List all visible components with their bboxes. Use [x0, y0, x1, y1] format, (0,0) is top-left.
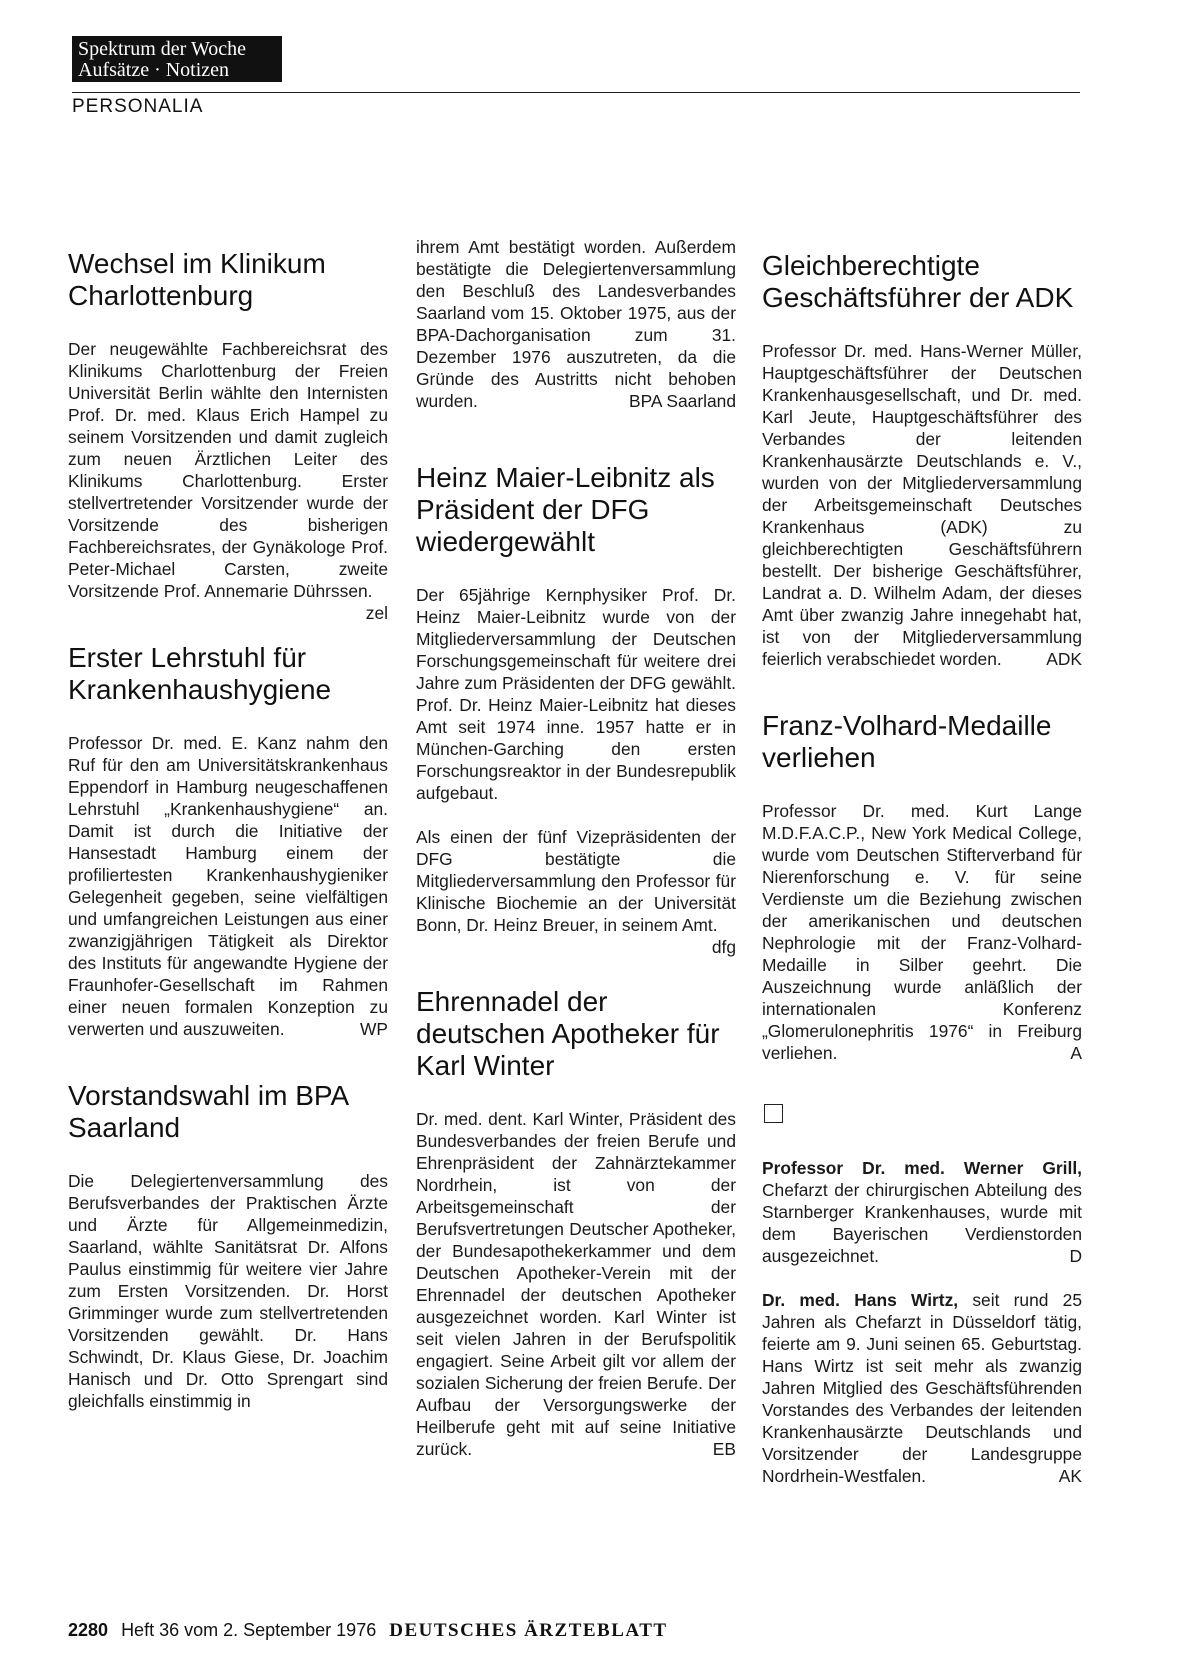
article-text: ihrem Amt bestätigt worden. Außerdem bestätigte die Delegiertenversammlung den Beschluß des Landesverbandes Saarland vom 15. Oktober 1975, aus der BPA-Dachorganisation zum 31. Dezember 1976 auszutreten, da die Gründe des Austritts nicht behoben wurden. BPA Saarland	[416, 237, 736, 411]
notice	[762, 1157, 1082, 1267]
article	[416, 462, 736, 957]
article-signature: WP	[359, 1019, 388, 1039]
article-title: Wechsel im Klinikum Charlottenburg	[68, 248, 326, 311]
article-text: Professor Dr. med. Hans-Werner Müller, Hauptgeschäftsführer der Deutschen Krankenhausgesellschaft, und Dr. med. Karl Jeute, Hauptgeschäftsführer des Verbandes der leitenden Krankenhausärzte Deutschlands e. V., wurden von der Mitgliederversammlung der Arbeitsgemeinschaft Deutsches Krankenhaus (ADK) zu gleichberechtigten Geschäftsführern bestellt. Der bisherige Geschäftsführer, Landrat a. D. Wilhelm Adam, der dieses Amt über zwanzig Jahre innegehabt hat, ist von der Mitgliederversammlung feierlich verabschiedet worden. ADK	[762, 341, 1082, 669]
article-title: Heinz Maier-Leibnitz als Präsident der DFG wiedergewählt	[416, 462, 715, 557]
article-title: Ehrennadel der deutschen Apotheker für Karl Winter	[416, 986, 720, 1081]
article-text: Als einen der fünf Vizepräsidenten der DFG bestätigte die Mitgliederversammlung den Professor für Klinische Biochemie an der Universität Bonn, Dr. Heinz Breuer, in seinem Amt. dfg	[416, 827, 736, 957]
article	[416, 986, 736, 1460]
issue-info: Heft 36 vom 2. September 1976	[121, 1620, 377, 1640]
notice-signature: D	[1069, 1246, 1082, 1266]
top-rule	[72, 92, 1080, 93]
article-text: Der 65jährige Kernphysiker Prof. Dr. Heinz Maier-Leibnitz wurde von der Mitgliederversammlung der Deutschen Forschungsgemeinschaft für weitere drei Jahre zum Präsidenten der DFG gewählt. Prof. Dr. Heinz Maier-Leibnitz hat dieses Amt seit 1974 inne. 1957 hatte er in München-Garching den ersten Forschungsreaktor in der Bundesrepublik aufgebaut.	[416, 585, 736, 803]
notice-name: Dr. med. Hans Wirtz,	[762, 1290, 959, 1310]
article-signature: EB	[712, 1439, 736, 1459]
article-signature: dfg	[711, 937, 736, 957]
notice-text: Professor Dr. med. Werner Grill, Chefarzt der chirurgischen Abteilung des Starnberger Krankenhauses, wurde mit dem Bayerischen Verdienstorden ausgezeichnet. D	[762, 1158, 1082, 1266]
masthead-line2: Aufsätze · Notizen	[78, 59, 230, 81]
article-text: Professor Dr. med. Kurt Lange M.D.F.A.C.P., New York Medical College, wurde vom Deutschen Stifterverband für Nierenforschung e. V. für seine Verdienste um die Beziehung zwischen der amerikanischen und deutschen Nephrologie mit der Franz-Volhard-Medaille in Silber geehrt. Die Auszeichnung wurde anläßlich der internationalen Konferenz „Glomerulonephritis 1976“ in Freiburg verliehen. A	[762, 801, 1082, 1063]
column-1	[68, 248, 388, 1452]
article-title: Vorstandswahl im BPA Saarland	[68, 1080, 348, 1143]
journal-name: DEUTSCHES ÄRZTEBLATT	[389, 1620, 668, 1641]
notice-text: Dr. med. Hans Wirtz, seit rund 25 Jahren als Chefarzt in Düsseldorf tätig, feierte am 9. Juni seinen 65. Geburtstag. Hans Wirtz ist seit mehr als zwanzig Jahren Mitglied des Geschäftsführenden Vorstandes des Verbandes der leitenden Krankenhausärzte Deutschlands und Vorsitzender der Landesgruppe Nordrhein-Westfalen. AK	[762, 1290, 1082, 1486]
article-continuation	[416, 236, 736, 412]
page-footer	[68, 1620, 668, 1642]
article	[68, 1080, 388, 1412]
article-title: Gleichberechtigte Geschäftsführer der ADK	[762, 250, 1074, 313]
notice-signature: AK	[1058, 1466, 1082, 1486]
article-text: Der neugewählte Fachbereichsrat des Klinikums Charlottenburg der Freien Universität Berlin wählte den Internisten Prof. Dr. med. Klaus Erich Hampel zu seinem Vorsitzenden und damit zugleich zum neuen Ärztlichen Leiter des Klinikums Charlottenburg. Erster stellvertretender Vorsitzender wurde der Vorsitzende des bisherigen Fachbereichsrates, der Gynäkologe Prof. Peter-Michael Carsten, zweite Vorsitzende Prof. Annemarie Dührssen. zel	[68, 339, 388, 623]
masthead-line1: Spektrum der Woche	[78, 38, 246, 60]
article-signature: zel	[365, 603, 388, 623]
article	[762, 710, 1082, 1064]
article-title: Erster Lehrstuhl für Krankenhaushygiene	[68, 642, 332, 705]
article-text: Professor Dr. med. E. Kanz nahm den Ruf für den am Universitätskrankenhaus Eppendorf in Hamburg neugeschaffenen Lehrstuhl „Krankenhaushygiene“ an. Damit ist durch die Initiative der Hansestadt Hamburg einem der profiliertesten Krankenhaushygieniker Gelegenheit gegeben, seine vielfältigen und umfangreichen Leistungen aus einer zwanzigjährigen Tätigkeit als Direktor des Instituts für angewandte Hygiene der Fraunhofer-Gesellschaft im Rahmen einer neuen formalen Konzeption zu verwerten und auszuweiten. WP	[68, 733, 388, 1039]
article	[68, 642, 388, 1040]
notice	[762, 1289, 1082, 1487]
masthead	[72, 36, 282, 82]
notice-name: Professor Dr. med. Werner Grill,	[762, 1158, 1082, 1178]
article-signature: ADK	[1046, 649, 1082, 669]
article-text: Die Delegiertenversammlung des Berufsverbandes der Praktischen Ärzte und Ärzte für Allgemeinmedizin, Saarland, wählte Sanitätsrat Dr. Alfons Paulus einstimmig für weitere vier Jahre zum Ersten Vorsitzenden. Dr. Horst Grimminger wurde zum stellvertretenden Vorsitzenden gewählt. Dr. Hans Schwindt, Dr. Klaus Giese, Dr. Joachim Hanisch und Dr. Otto Sprengart sind gleichfalls einstimmig in	[68, 1171, 388, 1411]
column-3	[762, 250, 1082, 1509]
article-text: Dr. med. dent. Karl Winter, Präsident des Bundesverbandes der freien Berufe und Ehrenpräsident der Zahnärztekammer Nordrhein, ist von der Arbeitsgemeinschaft der Berufsvertretungen Deutscher Apotheker, der Bundesapothekerkammer und dem Deutschen Apotheker-Verein mit der Ehrennadel der deutschen Apotheker ausgezeichnet worden. Karl Winter ist seit vielen Jahren in der Berufspolitik engagiert. Seine Arbeit gilt vor allem der sozialen Sicherung der freien Berufe. Der Aufbau der Versorgungswerke der Heilberufe geht mit auf seine Initiative zurück. EB	[416, 1109, 736, 1459]
article	[68, 248, 388, 623]
article-signature: A	[1070, 1043, 1082, 1063]
section-label: PERSONALIA	[72, 96, 204, 117]
column-2	[416, 237, 736, 1500]
article	[762, 250, 1082, 670]
separator-box	[764, 1104, 783, 1123]
page-number: 2280	[68, 1620, 109, 1640]
article-title: Franz-Volhard-Medaille verliehen	[762, 710, 1052, 773]
article-signature: BPA Saarland	[629, 391, 736, 411]
